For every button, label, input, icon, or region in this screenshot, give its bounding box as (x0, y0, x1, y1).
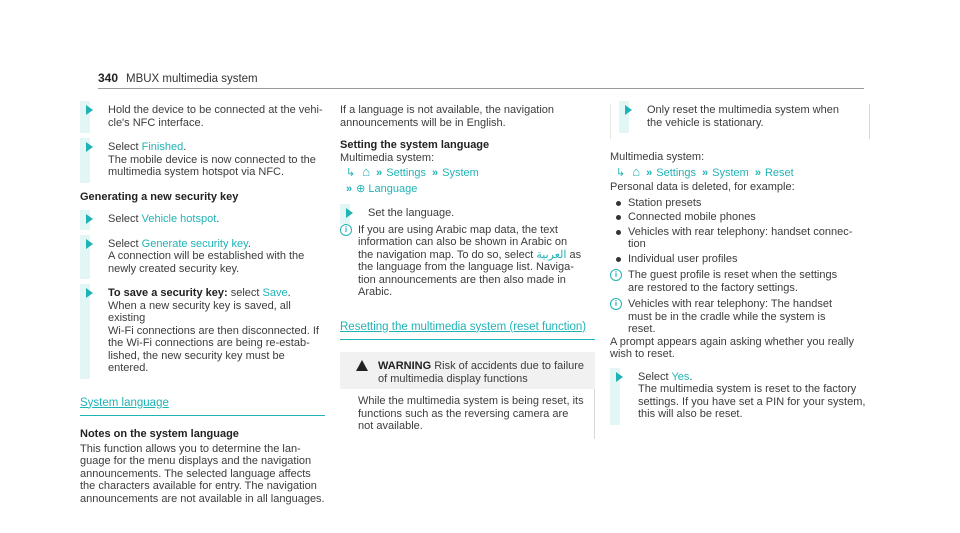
step-set-language (340, 207, 595, 220)
step-line: The mobile device is now connected to the (108, 153, 316, 166)
section-rule (340, 339, 595, 340)
heading-setting-language: Setting the system language (340, 139, 490, 151)
info-icon: i (340, 224, 352, 236)
page-number: 340 (98, 71, 119, 85)
info-icon: i (610, 298, 622, 310)
text: . (287, 287, 291, 299)
section-reset (340, 321, 595, 341)
bold-text: To save a security key: (108, 287, 228, 299)
bullet-list (610, 197, 870, 266)
home-icon[interactable]: ⌂ (362, 164, 371, 179)
step-text (108, 287, 325, 300)
info-line: information can also be shown in Arabic on (358, 236, 568, 248)
text: as (566, 248, 582, 261)
step-line: newly created security key. (108, 262, 240, 275)
warning-body (340, 389, 595, 439)
body-line: the characters available for entry. The navigation (80, 480, 317, 492)
step-text (108, 141, 325, 154)
step-line: the Wi-Fi connections are being re-estab- (108, 337, 310, 349)
list-item: Station presets (610, 197, 870, 210)
section-system-language (80, 397, 325, 417)
body-line: If a language is not available, the navigation (340, 104, 555, 116)
path-reset[interactable]: Reset (764, 166, 794, 179)
body-line: A prompt appears again asking whether you really (610, 335, 854, 348)
section-heading: System language (80, 396, 169, 409)
text: Select (108, 141, 142, 153)
menu-path (346, 183, 595, 196)
info-rear-telephony (610, 298, 870, 336)
path-system[interactable]: System (442, 167, 479, 179)
double-chevron-icon: » (432, 167, 439, 179)
double-chevron-icon: » (702, 166, 709, 179)
info-line: The guest profile is reset when the settings (628, 269, 838, 281)
step-reset-note (619, 104, 869, 129)
path-settings[interactable]: Settings (386, 167, 427, 179)
column-1 (80, 104, 325, 505)
step-text (108, 213, 325, 226)
list-item-cont: tion (628, 238, 646, 250)
step-generate-key (80, 238, 325, 276)
arabic-option[interactable]: العربية (536, 248, 567, 261)
path-system[interactable]: System (712, 166, 749, 179)
step-line: cle's NFC interface. (108, 116, 204, 129)
step-line: this will also be reset. (638, 408, 743, 420)
list-item: Connected mobile phones (610, 211, 870, 224)
step-text: Set the language. (368, 207, 455, 219)
text: . (216, 213, 220, 225)
note-box (610, 104, 870, 139)
step-line: When a new security key is saved, all existing (108, 299, 291, 324)
text: the navigation map. To do so, select (358, 248, 534, 261)
step-line: Wi-Fi connections are then disconnected. If (108, 324, 319, 337)
body-line: announcements. The selected language affects (80, 467, 311, 480)
step-save-key (80, 287, 325, 375)
step-line: the vehicle is stationary. (647, 116, 764, 129)
text: Risk of accidents due to failure (434, 360, 585, 372)
warning-triangle-icon (356, 360, 368, 371)
info-line: tion announcements are then also made in (358, 273, 566, 286)
warning-body-line: not available. (358, 420, 423, 432)
info-line: must be in the cradle while the system is (628, 310, 826, 323)
body-line: wish to reset. (610, 348, 675, 360)
step-select-vehicle-hotspot (80, 213, 325, 226)
menu-path (346, 166, 595, 180)
step-text (638, 371, 870, 384)
warning-header (340, 360, 595, 385)
page-title: MBUX multimedia system (126, 73, 258, 85)
info-line: are restored to the factory settings. (628, 281, 798, 294)
column-2 (340, 104, 595, 439)
list-item: Vehicles with rear telephony: handset connec- (610, 226, 870, 239)
step-line: multimedia system hotspot via NFC. (108, 166, 285, 178)
heading-generate-key: Generating a new security key (80, 190, 239, 203)
path-arrow-icon: ↳ (346, 167, 356, 179)
body-line: announcements will be in English. (340, 116, 506, 129)
warning-box (340, 352, 595, 389)
info-arabic (340, 224, 595, 299)
body-line: This function allows you to determine the lan- (80, 442, 301, 455)
warning-body-line: functions such as the reversing camera are (358, 407, 569, 420)
path-settings[interactable]: Settings (656, 166, 697, 179)
home-icon[interactable]: ⌂ (632, 163, 641, 179)
text: select (227, 287, 263, 299)
section-rule (80, 415, 325, 416)
arrow-right-icon (86, 105, 93, 115)
body-line: Personal data is deleted, for example: (610, 181, 795, 193)
step-line: Only reset the multimedia system when (647, 104, 839, 116)
finished-link[interactable]: Finished (141, 141, 184, 153)
text: Select (638, 370, 672, 383)
step-text (108, 238, 325, 251)
warning-title: WARNING (378, 360, 432, 372)
globe-icon: ⊕ (356, 182, 366, 195)
info-icon: i (610, 269, 622, 281)
arrow-right-icon (86, 214, 93, 224)
arrow-right-icon (625, 105, 632, 115)
info-line: Arabic. (358, 286, 393, 298)
step-line: settings. If you have set a PIN for your system, (638, 395, 866, 408)
step-select-finished (80, 141, 325, 179)
text: . (689, 370, 693, 383)
ms-label: Multimedia system: (340, 151, 435, 164)
step-line: The multimedia system is reset to the factory (638, 383, 857, 395)
generate-security-key-link[interactable]: Generate security key (141, 237, 248, 250)
warning-line (378, 360, 595, 373)
path-language[interactable]: Language (368, 182, 418, 195)
step-line: lished, the new security key must be entered. (108, 349, 285, 374)
info-line: the language from the language list. Naviga- (358, 261, 574, 273)
step-line: A connection will be established with the (108, 250, 305, 262)
save-link[interactable]: Save (262, 287, 288, 299)
heading-notes: Notes on the system language (80, 428, 239, 440)
warning-body-line: While the multimedia system is being reset, its (358, 395, 584, 407)
arrow-right-icon (86, 239, 93, 249)
vehicle-hotspot-link[interactable]: Vehicle hotspot (141, 213, 217, 225)
step-line: Hold the device to be connected at the vehi- (108, 104, 323, 116)
text: . (247, 237, 251, 250)
arrow-right-icon (346, 208, 353, 218)
ms-label: Multimedia system: (610, 151, 705, 163)
path-arrow-icon: ↳ (616, 166, 626, 179)
text: . (183, 141, 187, 153)
header-rule (98, 88, 864, 89)
double-chevron-icon: » (646, 166, 653, 179)
step-hold-device (80, 104, 325, 129)
double-chevron-icon: » (376, 167, 383, 179)
step-select-yes (610, 371, 870, 421)
body-line: announcements are not available in all languages. (80, 492, 325, 505)
list-item: Individual user profiles (610, 253, 870, 266)
yes-link[interactable]: Yes (671, 370, 690, 383)
text: Select (108, 237, 142, 250)
body-line: guage for the menu displays and the navigation (80, 455, 312, 467)
info-line: If you are using Arabic map data, the text (358, 223, 558, 236)
info-line: reset. (628, 323, 656, 335)
text: Select (108, 213, 142, 225)
double-chevron-icon: » (754, 166, 761, 179)
section-heading: Resetting the multimedia system (reset function) (340, 320, 587, 333)
menu-path (616, 163, 870, 180)
arrow-right-icon (86, 142, 93, 152)
column-3 (610, 104, 870, 433)
arrow-right-icon (616, 372, 623, 382)
warning-line: of multimedia display functions (378, 372, 528, 385)
info-guest-profile (610, 269, 870, 294)
arrow-right-icon (86, 288, 93, 298)
info-line: Vehicles with rear telephony: The handset (628, 298, 833, 310)
double-chevron-icon: » (346, 182, 353, 195)
info-line (358, 249, 595, 262)
